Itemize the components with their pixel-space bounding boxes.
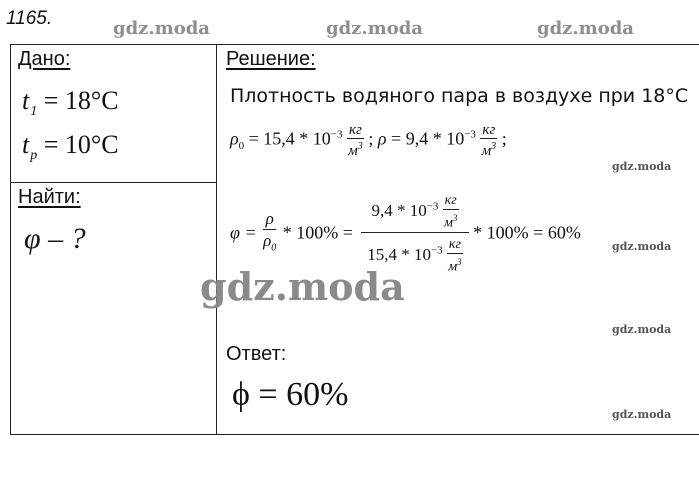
- answer-header: Ответ:: [226, 343, 287, 365]
- solution-statement: Плотность водяного пара в воздухе при 18°C: [230, 85, 689, 107]
- phi-formula: φ = $\frac{\rho}{\rho_0}$ * 100% = $9,4 * 10^{-3}$ $\frac{кг}{м^3}$ $15,4 * 10^{-3}$ $\frac{кг}{м^3}$ * 100% = 60%: [230, 193, 581, 275]
- table-left-border: [10, 44, 11, 435]
- table-top-border: [10, 44, 699, 45]
- find-expression: φ – ?: [24, 222, 86, 255]
- watermark: gdz.moda: [612, 240, 672, 253]
- find-header: Найти:: [18, 186, 81, 208]
- watermark: gdz.moda: [326, 18, 423, 39]
- solution-header: Решение:: [226, 48, 316, 70]
- density-line: $\rho_0 = 15,4 * 10^{-3}$ $\frac{кг}{м^3}$ ; $\rho = 9,4 * 10^{-3}$ $\frac{кг}{м^3}$ ;: [230, 122, 507, 159]
- watermark: gdz.moda: [612, 323, 672, 336]
- given-tp: $t_p = 10^\circ C$: [22, 130, 119, 163]
- watermark-large: gdz.moda: [200, 264, 405, 309]
- table-bottom-border: [10, 434, 699, 435]
- watermark: gdz.moda: [113, 18, 210, 39]
- watermark: gdz.moda: [537, 18, 634, 39]
- table-divider: [216, 44, 217, 435]
- answer-value: ϕ = 60%: [232, 376, 349, 413]
- given-t1: $t_1 = 18^\circ C$: [22, 86, 119, 119]
- problem-number: 1165.: [6, 8, 53, 29]
- given-header: Дано:: [18, 48, 71, 70]
- watermark: gdz.moda: [612, 160, 672, 173]
- watermark: gdz.moda: [612, 408, 672, 421]
- given-find-separator: [10, 182, 216, 183]
